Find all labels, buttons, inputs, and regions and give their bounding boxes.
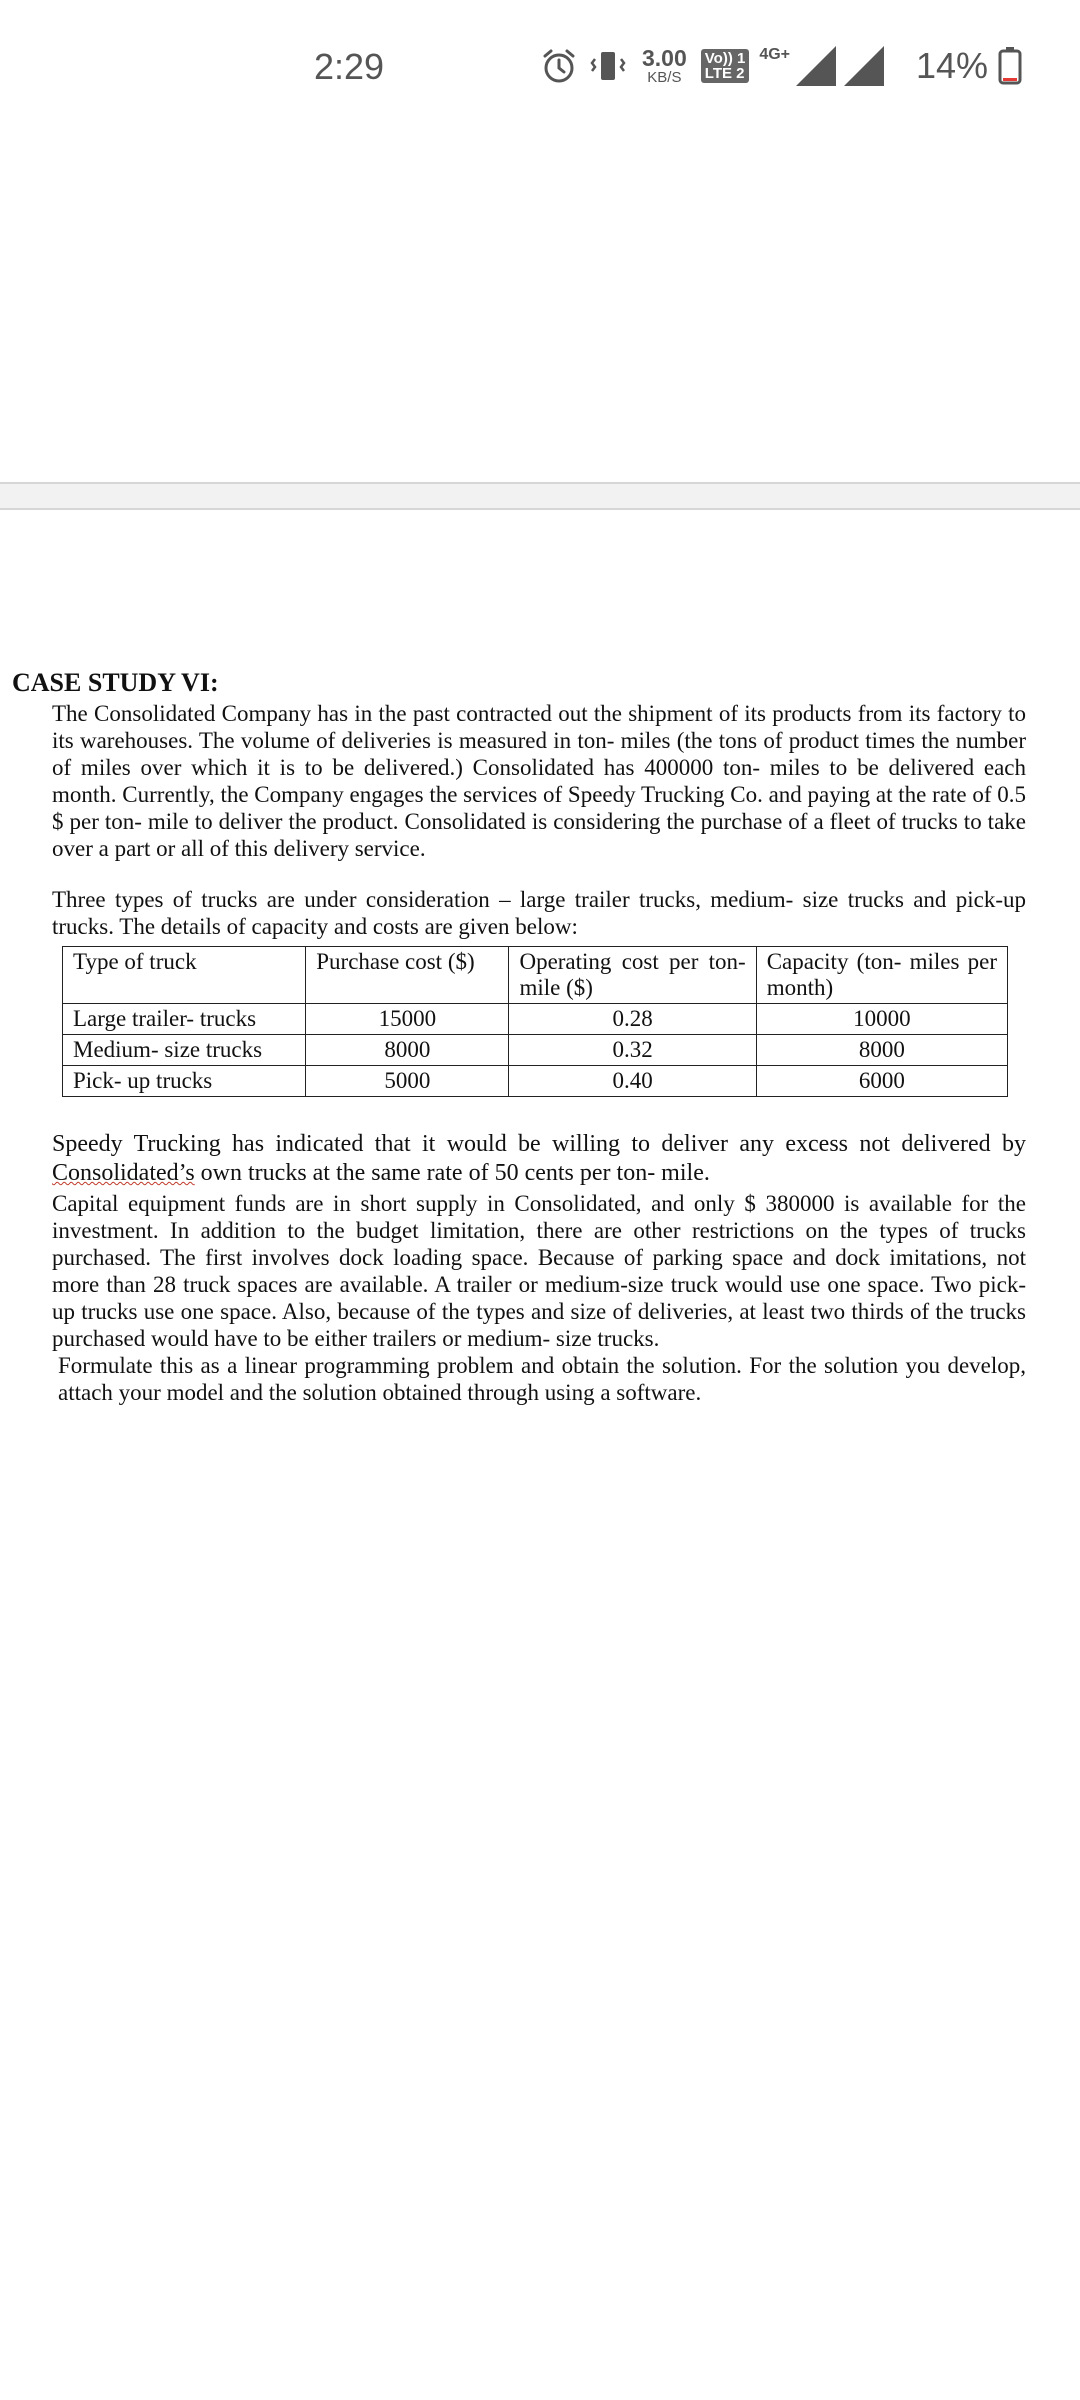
status-bar xyxy=(0,0,1080,150)
cell-purchase: 5000 xyxy=(306,1066,509,1097)
signal-group xyxy=(759,44,886,88)
page-divider xyxy=(0,482,1080,510)
speedy-text-end: own trucks at the same rate of 50 cents per ton- mile. xyxy=(194,1160,710,1186)
case-study-title: CASE STUDY VI: xyxy=(12,668,219,697)
battery-percent: 14% xyxy=(916,45,989,86)
task-paragraph: Formulate this as a linear programming problem and obtain the solution. For the solution you develop, attach your model and the solution obtained through using a software. xyxy=(58,1353,1026,1405)
status-icons xyxy=(540,44,1022,88)
table-row xyxy=(63,1035,1008,1066)
intro-paragraph: The Consolidated Company has in the past contracted out the shipment of its products from its factory to its warehouses. The volume of deliveries is measured in ton- miles (the tons of product times the number of miles over which it is to be delivered.) Consolidated has 400000 ton- miles to be delivered each month. Currently, the Company engages the services of Speedy Trucking Co. and paying at the rate of 0.5 $ per ton- mile to deliver the product. Consolidated is considering the purchase of a fleet of trucks to take over a part or all of this delivery service. xyxy=(52,701,1026,861)
volte-line2: LTE 2 xyxy=(704,65,745,82)
cell-capacity: 6000 xyxy=(756,1066,1007,1097)
cell-purchase: 15000 xyxy=(306,1004,509,1035)
cell-type: Pick- up trucks xyxy=(63,1066,306,1097)
cell-capacity: 8000 xyxy=(756,1035,1007,1066)
cell-capacity: 10000 xyxy=(756,1004,1007,1035)
cell-operating: 0.32 xyxy=(509,1035,756,1066)
table-row xyxy=(63,1066,1008,1097)
alarm-icon xyxy=(540,47,578,85)
truck-table xyxy=(62,946,1008,1097)
volte-line1: Vo)) 1 xyxy=(704,50,746,67)
cell-operating: 0.40 xyxy=(509,1066,756,1097)
truck-types-paragraph: Three types of trucks are under consideration – large trailer trucks, medium- size trucks and pick-up trucks. The details of capacity and costs are given below: xyxy=(52,887,1026,939)
speedy-text-start: Speedy Trucking has indicated that it would be willing to deliver any excess not delivered by xyxy=(52,1131,1026,1157)
cell-type: Medium- size trucks xyxy=(63,1035,306,1066)
table-row xyxy=(63,1004,1008,1035)
volte-badge xyxy=(701,49,750,83)
clock: 2:29 xyxy=(314,46,385,87)
network-speed xyxy=(642,47,687,85)
cell-operating: 0.28 xyxy=(509,1004,756,1035)
speed-value: 3.00 xyxy=(642,45,687,71)
cell-purchase: 8000 xyxy=(306,1035,509,1066)
network-type: 4G+ xyxy=(759,46,791,63)
speed-unit: KB/S xyxy=(647,69,682,86)
header-type: Type of truck xyxy=(63,947,306,1004)
header-capacity: Capacity (ton- miles per month) xyxy=(756,947,1007,1004)
header-purchase: Purchase cost ($) xyxy=(306,947,509,1004)
vibrate-icon xyxy=(588,47,628,85)
header-operating: Operating cost per ton- mile ($) xyxy=(509,947,756,1004)
spellcheck-word: Consolidated’s xyxy=(52,1160,195,1186)
signal-icon-sim2 xyxy=(842,44,886,88)
cell-type: Large trailer- trucks xyxy=(63,1004,306,1035)
speedy-paragraph xyxy=(52,1130,1026,1188)
battery-icon xyxy=(998,47,1022,85)
constraints-paragraph: Capital equipment funds are in short supply in Consolidated, and only $ 380000 is available for the investment. In addition to the budget limitation, there are other restrictions on the types of trucks purchased. The first involves dock loading space. Because of parking space and dock imitations, not more than 28 truck spaces are available. A trailer or medium-size truck would use one space. Two pick-up trucks use one space. Also, because of the types and size of deliveries, at least two thirds of the trucks purchased would have to be either trailers or medium- size trucks. xyxy=(52,1191,1026,1351)
signal-icon xyxy=(794,44,838,88)
table-header-row xyxy=(63,947,1008,1004)
